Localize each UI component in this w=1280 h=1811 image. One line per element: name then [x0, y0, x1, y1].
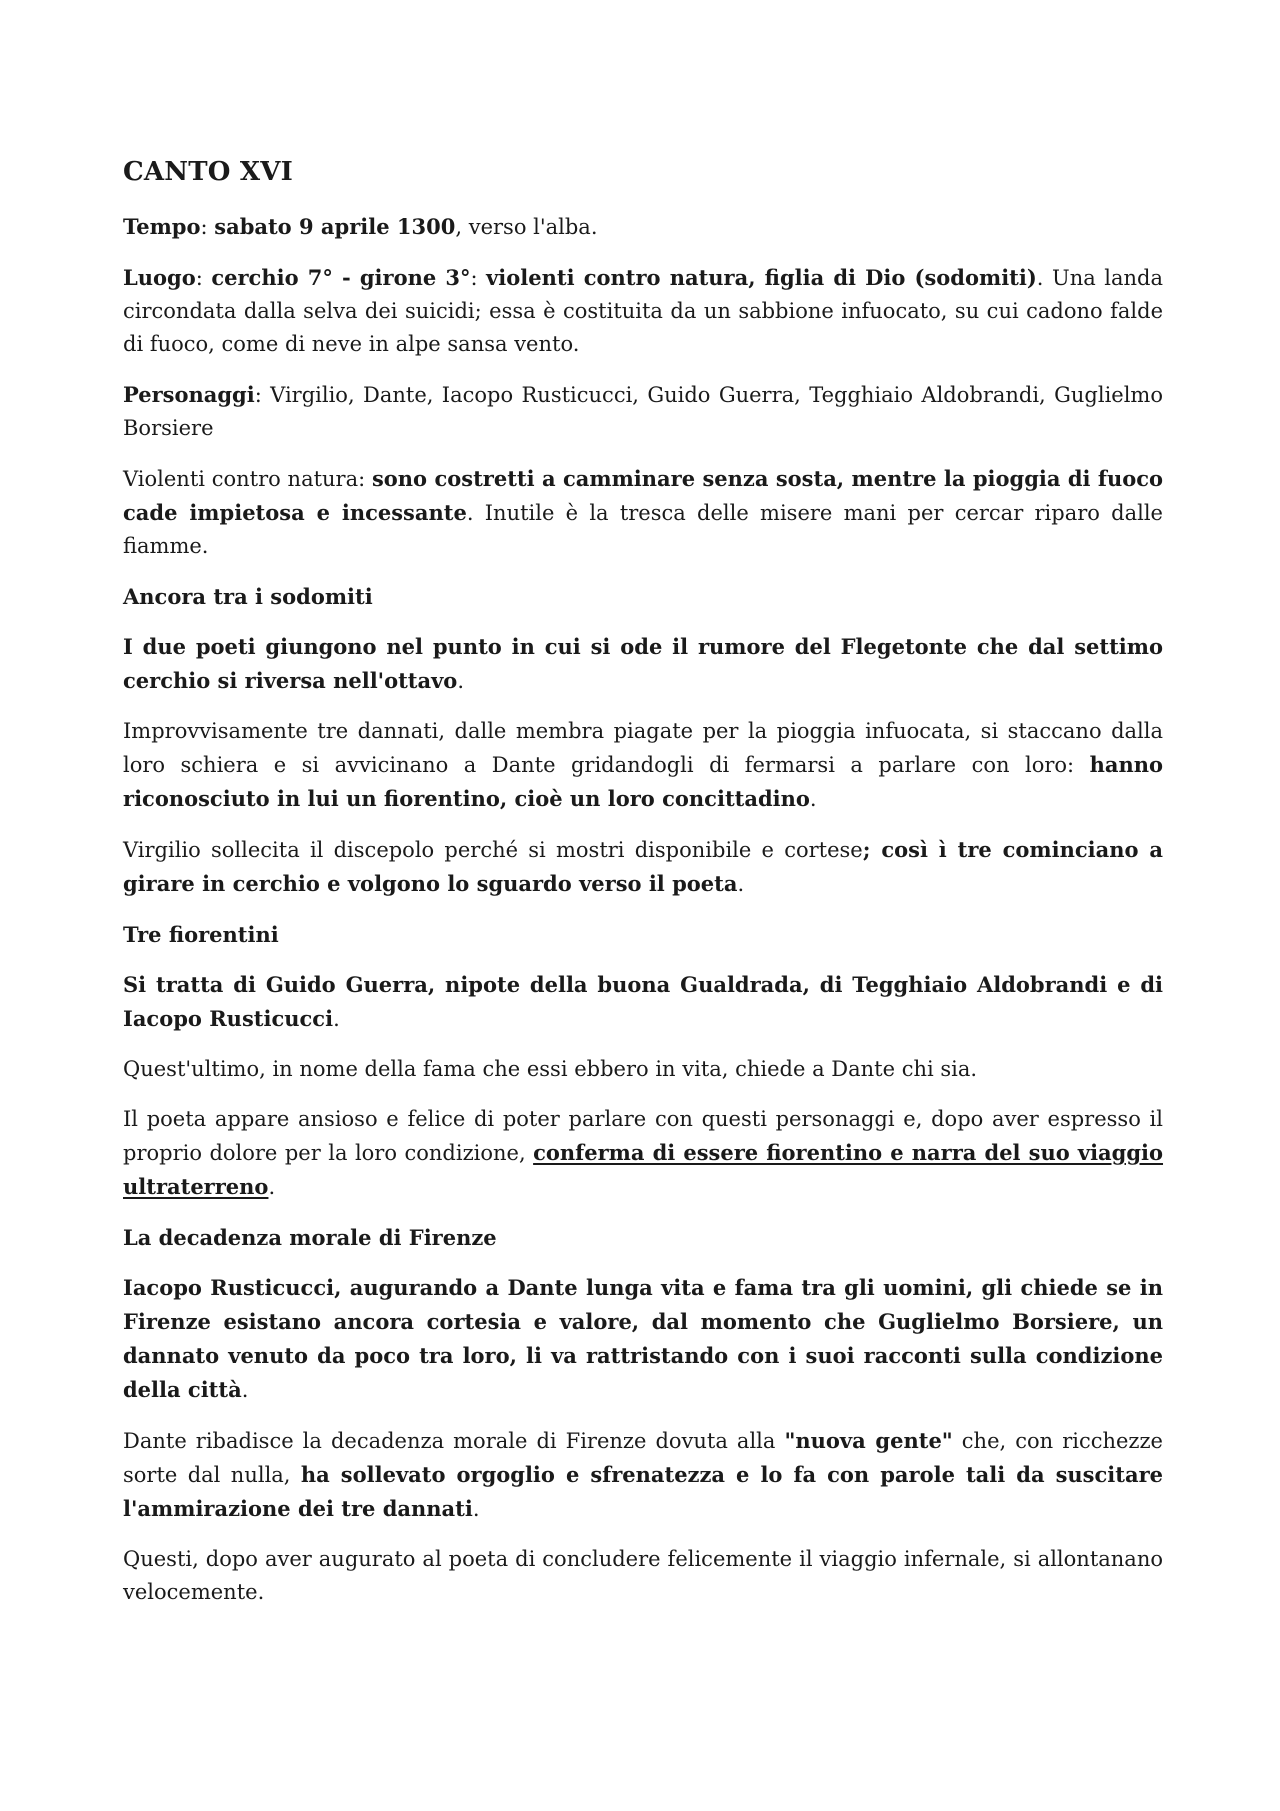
section-heading-sodomiti: Ancora tra i sodomiti [123, 584, 373, 609]
section-heading-fiorentini: Tre fiorentini [123, 922, 279, 947]
decadenza-p2-pre: Dante ribadisce la decadenza morale di Firenze dovuta alla [123, 1429, 785, 1453]
decadenza-paragraph-3: Questi, dopo aver augurato al poeta di concludere felicemente il viaggio infernale, si allontanano velocemente. [123, 1547, 1163, 1604]
sodomiti-paragraph-2 [123, 715, 1163, 816]
violenti-pre: Violenti contro natura: [123, 467, 372, 491]
violenti-rest: . Inutile è la tresca delle misere mani per cercar riparo dalle fiamme. [123, 501, 1163, 558]
decadenza-p2-end: . [472, 1497, 480, 1521]
tempo-rest: , verso l'alba. [455, 215, 598, 239]
tempo-label: Tempo [123, 214, 201, 239]
personaggi-rest: : Virgilio, Dante, Iacopo Rusticucci, Guido Guerra, Tegghiaio Aldobrandi, Guglielmo Borsiere [123, 383, 1163, 440]
sodomiti-p3-bold: ; così ì tre cominciano a girare in cerchio e volgono lo sguardo verso il poeta [123, 837, 1163, 896]
luogo-bold: violenti contro natura, figlia di Dio (sodomiti) [486, 265, 1037, 290]
decadenza-paragraph-2 [123, 1424, 1163, 1526]
personaggi-paragraph [123, 378, 1163, 445]
sodomiti-p3-pre: Virgilio sollecita il discepolo perché si mostri disponibile e cortese [123, 838, 863, 862]
tempo-value: sabato 9 aprile 1300 [214, 214, 456, 239]
decadenza-p2-bold2: ha sollevato orgoglio e sfrenatezza e lo fa con parole tali da suscitare l'ammirazione dei tre dannati [123, 1462, 1163, 1521]
decadenza-p1-bold: Iacopo Rusticucci, augurando a Dante lunga vita e fama tra gli uomini, gli chiede se in Firenze esistano ancora cortesia e valore, dal momento che Guglielmo Borsiere, un dannato venuto da poco tra loro, li va rattristando con i suoi racconti sulla condizione della città [123, 1275, 1163, 1402]
fiorentini-p3-end: . [268, 1175, 276, 1199]
fiorentini-p3-underline: conferma di essere fiorentino e narra del suo viaggio ultraterreno [123, 1140, 1164, 1199]
sodomiti-paragraph-3 [123, 833, 1163, 901]
fiorentini-paragraph-2: Quest'ultimo, in nome della fama che essi ebbero in vita, chiede a Dante chi sia. [123, 1057, 978, 1081]
section-heading-decadenza: La decadenza morale di Firenze [123, 1225, 497, 1250]
sodomiti-p2-bold: hanno riconosciuto in lui un fiorentino, cioè un loro concittadino [123, 752, 1163, 811]
sodomiti-paragraph-1 [123, 630, 1163, 698]
fiorentini-p1-bold: Si tratta di Guido Guerra, nipote della buona Gualdrada, di Tegghiaio Aldobrandi e di Iacopo Rusticucci [123, 972, 1163, 1031]
sodomiti-p1-bold: I due poeti giungono nel punto in cui si ode il rumore del Flegetonte che dal settimo cerchio si riversa nell'ottavo [123, 634, 1163, 693]
fiorentini-paragraph-3 [123, 1103, 1163, 1204]
violenti-paragraph [123, 462, 1163, 563]
fiorentini-paragraph-1 [123, 968, 1163, 1036]
luogo-label: Luogo [123, 265, 196, 290]
sodomiti-p3-end: . [737, 872, 745, 896]
luogo-sep: : [470, 266, 487, 290]
decadenza-p2-mid: che, con ricchezze sorte dal nulla, [123, 1429, 1163, 1487]
document-page [123, 152, 1163, 1626]
sodomiti-p2-pre: Improvvisamente tre dannati, dalle membra piagate per la pioggia infuocata, si staccano dalla loro schiera e si avvicinano a Dante gridandogli di fermarsi a parlare con loro: [123, 719, 1163, 777]
document-title: CANTO XVI [123, 157, 293, 187]
decadenza-paragraph-1 [123, 1271, 1163, 1407]
fiorentini-p3-pre: Il poeta appare ansioso e felice di poter parlare con questi personaggi e, dopo aver espresso il proprio dolore per la loro condizione, [123, 1107, 1163, 1165]
decadenza-p1-end: . [241, 1378, 249, 1402]
decadenza-p2-bold1: "nuova gente" [784, 1428, 953, 1453]
luogo-value: cerchio 7° - girone 3° [211, 265, 471, 290]
personaggi-label: Personaggi [123, 382, 255, 407]
luogo-rest: . Una landa circondata dalla selva dei suicidi; essa è costituita da un sabbione infuocato, su cui cadono falde di fuoco, come di neve in alpe sansa vento. [123, 266, 1163, 356]
sodomiti-p2-end: . [809, 787, 817, 811]
luogo-paragraph: Luogo: cerchio 7° - girone 3°: violenti contro natura, figlia di Dio (sodomiti). Una landa circondata dalla selva dei suicidi; essa è costituita da un sabbione infuocato, su cui cadono falde di fuoco, come di neve in alpe sansa vento. [123, 265, 1163, 356]
violenti-bold: sono costretti a camminare senza sosta, mentre la pioggia di fuoco cade impietosa e incessante [123, 466, 1164, 525]
sodomiti-p1-end: . [457, 669, 465, 693]
tempo-paragraph: Tempo: sabato 9 aprile 1300, verso l'alba. [123, 214, 598, 239]
fiorentini-p1-end: . [333, 1007, 340, 1031]
